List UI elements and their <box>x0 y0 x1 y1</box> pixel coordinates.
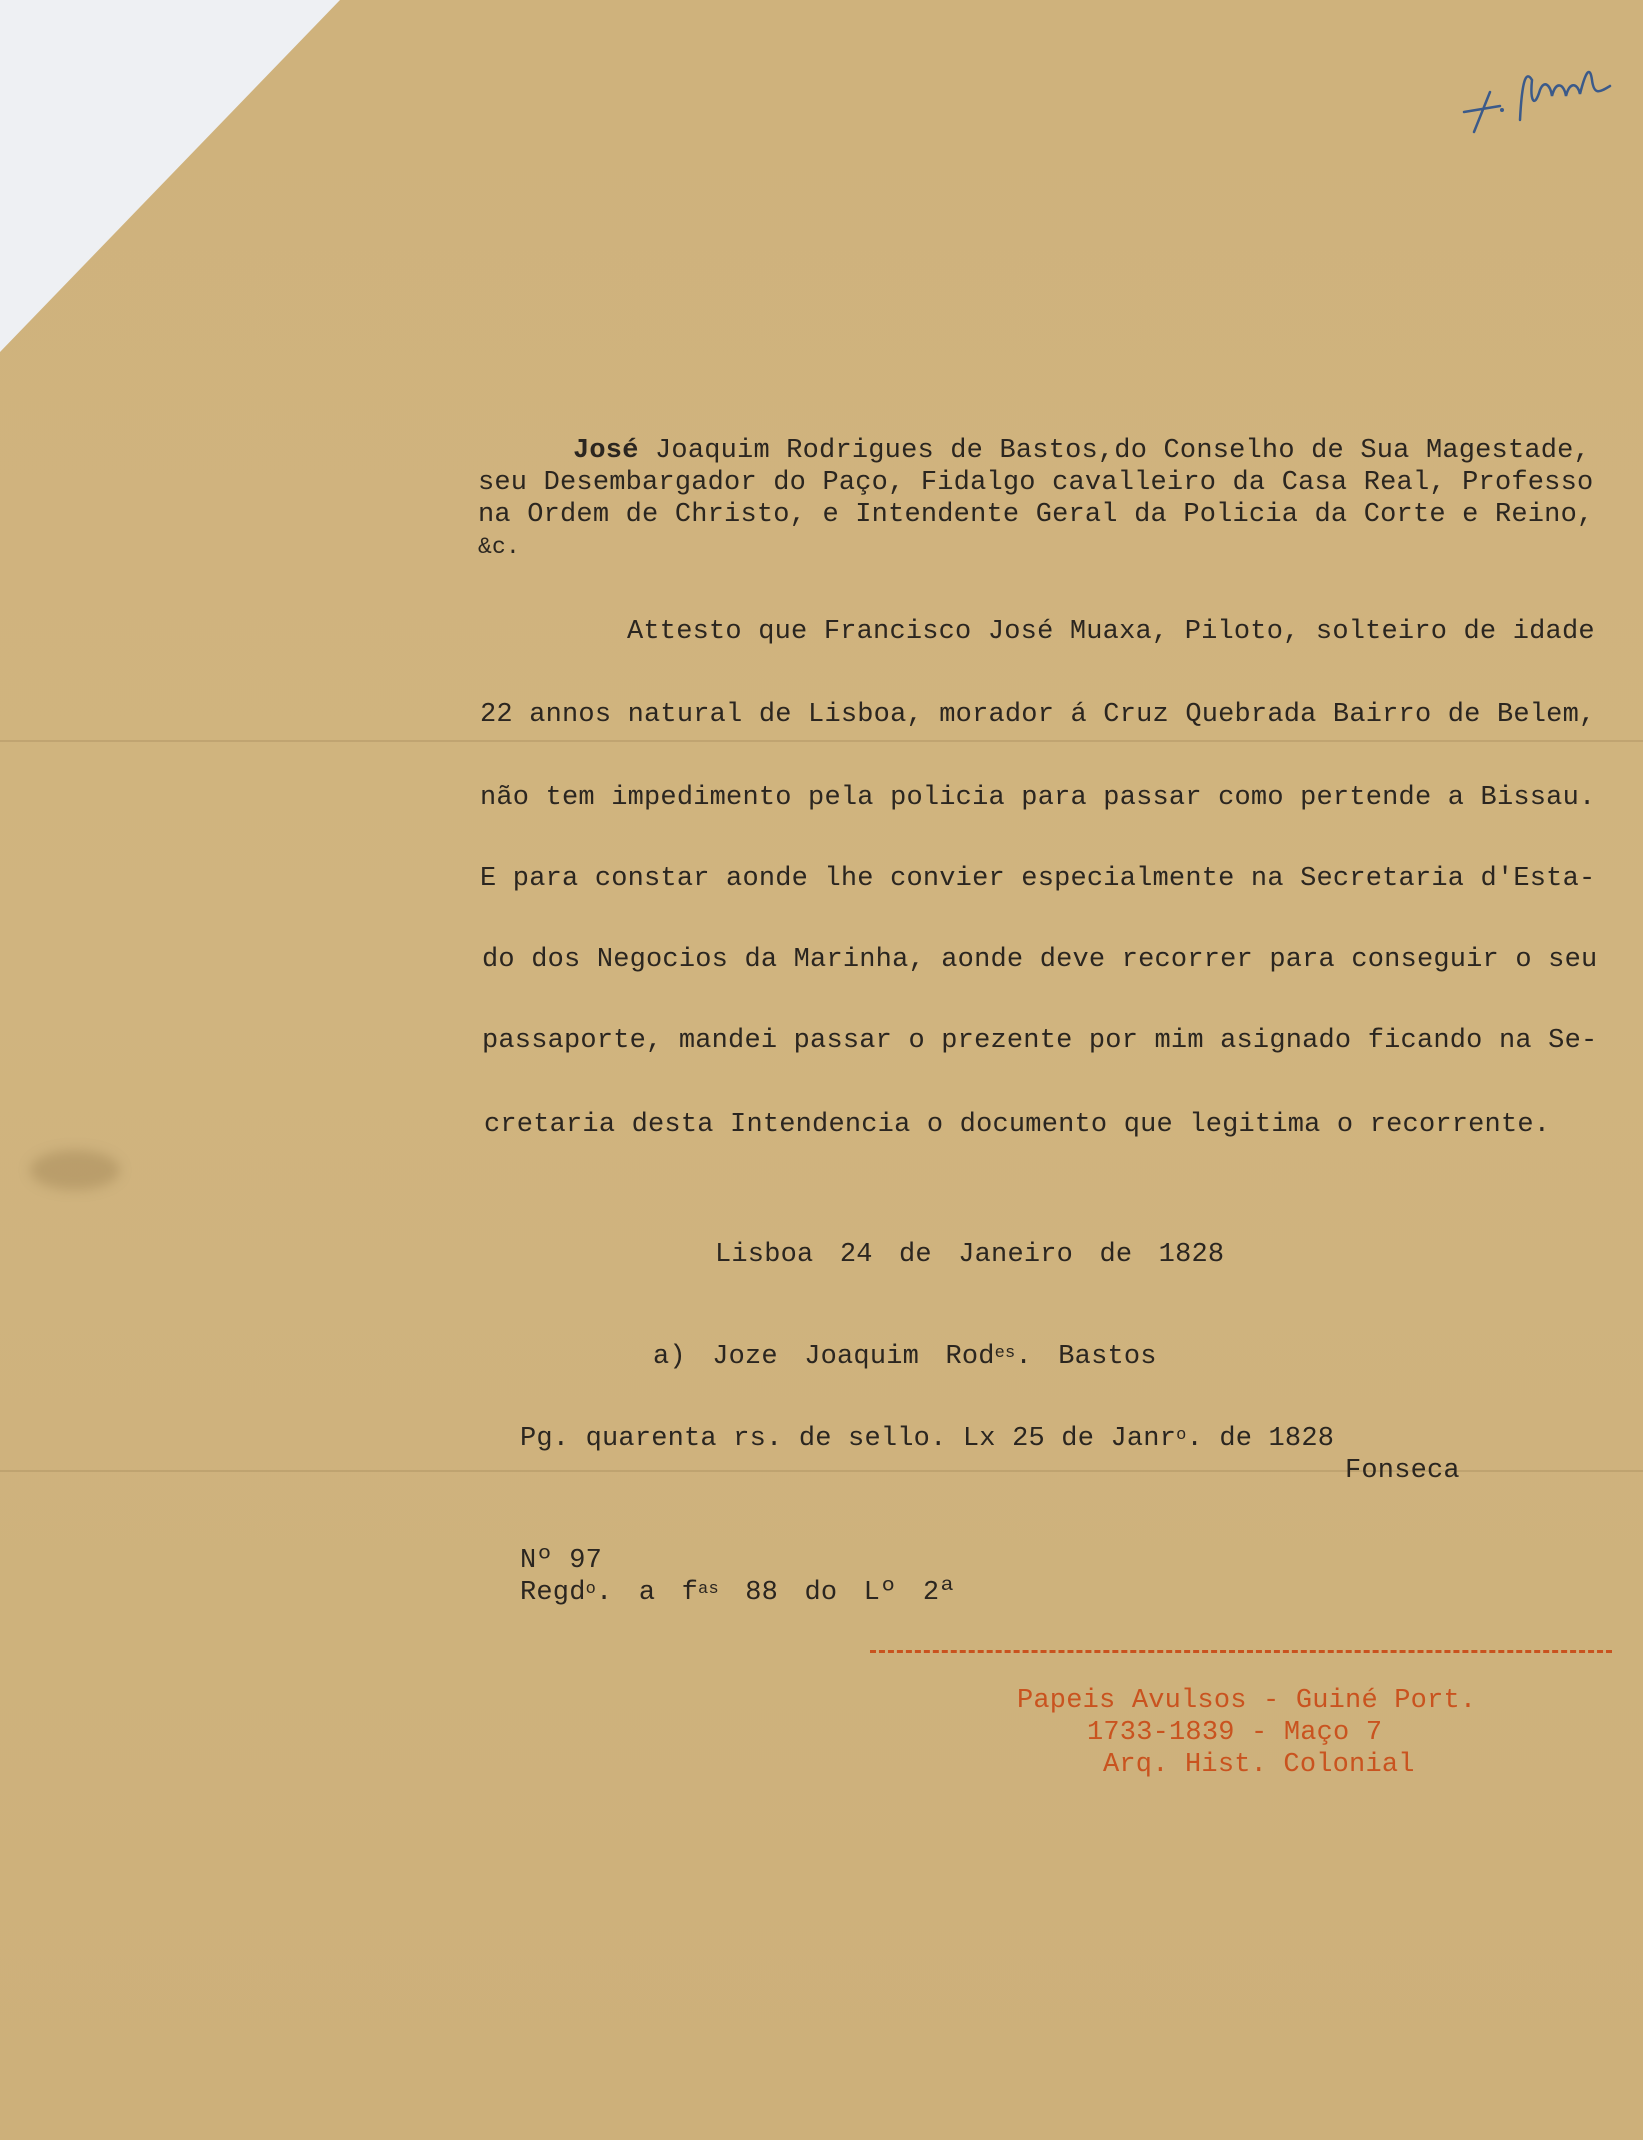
stamp-suffix: . de 1828 <box>1186 1424 1335 1454</box>
heading-name-bold: José <box>573 436 639 466</box>
body-line-2: 22 annos natural de Lisboa, morador á Cruz Quebrada Bairro de Belem, <box>480 700 1596 730</box>
handwritten-signature <box>1460 40 1640 140</box>
archive-note-line-3: Arq. Hist. Colonial <box>1103 1750 1415 1780</box>
heading-line-1 <box>573 436 1590 466</box>
stamp-signer: Fonseca <box>1345 1456 1460 1486</box>
archive-note-line-1: Papeis Avulsos - Guiné Port. <box>1017 1686 1477 1716</box>
registry-suffix: 88 do Lº 2ª <box>718 1578 956 1608</box>
registry-line <box>520 1578 956 1608</box>
body-line-7: cretaria desta Intendencia o documento que legitima o recorrente. <box>484 1110 1551 1140</box>
stamp-line <box>520 1424 1334 1454</box>
registry-number: Nº 97 <box>520 1546 603 1576</box>
body-line-4: E para constar aonde lhe convier especialmente na Secretaria d'Esta- <box>480 864 1596 894</box>
heading-line-3: na Ordem de Christo, e Intendente Geral da Policia da Corte e Reino, <box>478 500 1594 530</box>
archive-note-line-2: 1733-1839 - Maço 7 <box>1087 1718 1383 1748</box>
signed-superscript: es <box>994 1344 1016 1363</box>
body-line-5: do dos Negocios da Marinha, aonde deve recorrer para conseguir o seu <box>482 945 1598 975</box>
registry-superscript-2: as <box>698 1580 719 1599</box>
registry-middle: . a f <box>596 1578 699 1608</box>
registry-superscript-1: o <box>585 1580 597 1599</box>
heading-line-1-text: Joaquim Rodrigues de Bastos,do Conselho de Sua Magestade, <box>638 436 1590 466</box>
archive-divider <box>870 1650 1612 1653</box>
body-line-6: passaporte, mandei passar o prezente por mim asignado ficando na Se- <box>482 1026 1598 1056</box>
signed-name <box>653 1342 1157 1372</box>
stamp-superscript: o <box>1176 1426 1187 1445</box>
stamp-prefix: Pg. quarenta rs. de sello. Lx 25 de Janr <box>520 1424 1177 1454</box>
signed-prefix: a) Joze Joaquim Rod <box>653 1342 995 1372</box>
stain <box>30 1150 120 1190</box>
heading-line-4: &c. <box>478 534 521 560</box>
heading-line-2: seu Desembargador do Paço, Fidalgo cavalleiro da Casa Real, Professo <box>478 468 1594 498</box>
fold-line <box>0 740 1643 742</box>
signed-suffix: . Bastos <box>1015 1342 1157 1372</box>
date-line: Lisboa 24 de Janeiro de 1828 <box>715 1240 1225 1270</box>
body-line-1: Attesto que Francisco José Muaxa, Piloto, solteiro de idade <box>627 617 1595 647</box>
body-line-3: não tem impedimento pela policia para passar como pertende a Bissau. <box>480 783 1596 813</box>
registry-prefix: Regd <box>520 1578 586 1608</box>
